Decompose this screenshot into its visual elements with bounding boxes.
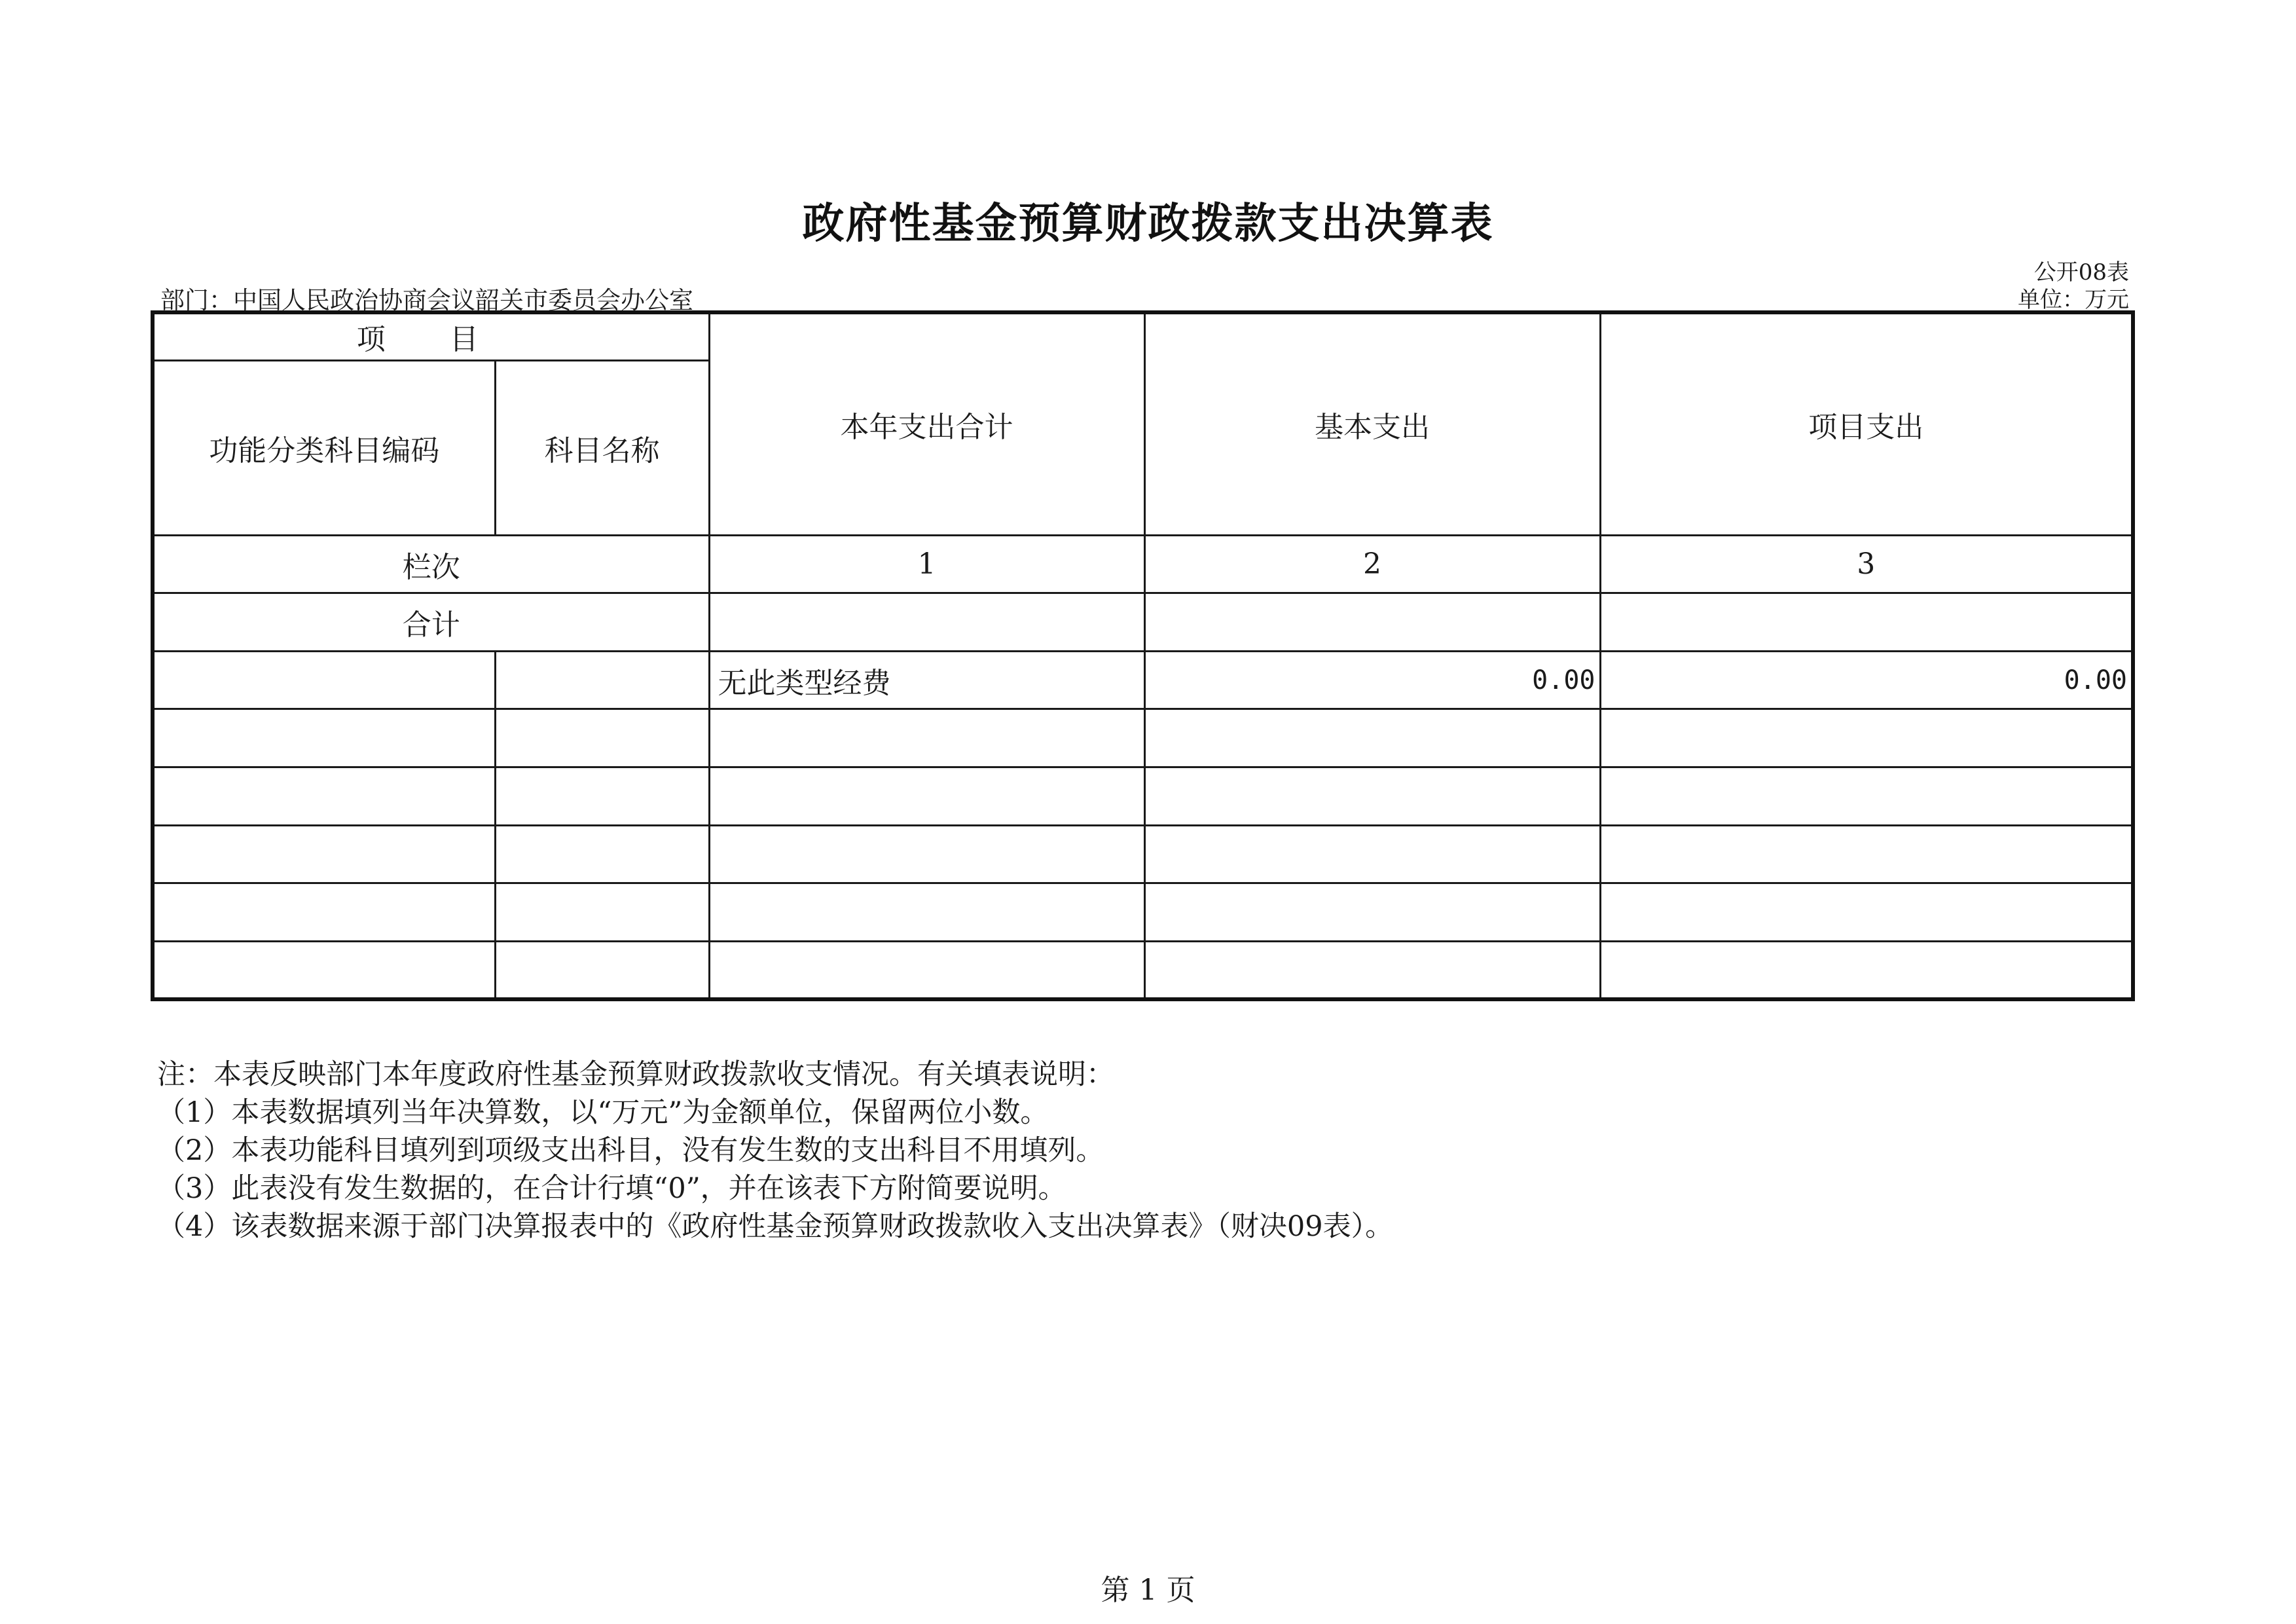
header-code: 功能分类科目编码 — [153, 360, 495, 535]
column-index-2: 2 — [1144, 535, 1600, 593]
expenditure-table — [151, 310, 2135, 1001]
unit-label: 单位：万元 — [2018, 287, 2129, 313]
table-row — [153, 651, 2133, 709]
row-total — [709, 883, 1144, 942]
row-name — [495, 941, 709, 999]
row-code — [153, 651, 495, 709]
row-name — [495, 825, 709, 883]
header-project: 项目支出 — [1600, 312, 2133, 535]
note-line: （2）本表功能科目填列到项级支出科目，没有发生数的支出科目不用填列。 — [157, 1134, 1104, 1167]
row-project: 0.00 — [1600, 651, 2133, 709]
column-index-3: 3 — [1600, 535, 2133, 593]
header-name: 科目名称 — [495, 360, 709, 535]
total-row-cell — [709, 593, 1144, 652]
row-code — [153, 709, 495, 767]
row-basic — [1144, 941, 1600, 999]
notes-block — [157, 1056, 1393, 1246]
row-total: 无此类型经费 — [709, 651, 1144, 709]
note-line: 注：本表反映部门本年度政府性基金预算财政拨款收支情况。有关填表说明： — [157, 1058, 1114, 1091]
row-total — [709, 709, 1144, 767]
table-row — [153, 709, 2133, 767]
row-basic — [1144, 883, 1600, 942]
page-number: 第 1 页 — [1101, 1574, 1195, 1607]
header-item-group: 项 目 — [153, 312, 709, 360]
header-total: 本年支出合计 — [709, 312, 1144, 535]
row-total — [709, 767, 1144, 826]
row-basic: 0.00 — [1144, 651, 1600, 709]
department-label: 部门：中国人民政治协商会议韶关市委员会办公室 — [160, 286, 693, 314]
row-name — [495, 767, 709, 826]
total-row — [153, 593, 2133, 652]
column-index-row — [153, 535, 2133, 593]
row-project — [1600, 941, 2133, 999]
row-name — [495, 709, 709, 767]
table-row — [153, 767, 2133, 826]
row-project — [1600, 883, 2133, 942]
row-total — [709, 941, 1144, 999]
column-index-1: 1 — [709, 535, 1144, 593]
note-line: （3）此表没有发生数据的，在合计行填“0”，并在该表下方附简要说明。 — [157, 1172, 1066, 1205]
row-project — [1600, 767, 2133, 826]
row-code — [153, 825, 495, 883]
row-name — [495, 651, 709, 709]
row-project — [1600, 709, 2133, 767]
total-row-label: 合计 — [153, 593, 709, 652]
column-index-label: 栏次 — [153, 535, 709, 593]
row-code — [153, 767, 495, 826]
table-code: 公开08表 — [2033, 259, 2129, 286]
row-total — [709, 825, 1144, 883]
header-basic: 基本支出 — [1144, 312, 1600, 535]
note-line: （4）该表数据来源于部门决算报表中的《政府性基金预算财政拨款收入支出决算表》（财决09表）。 — [157, 1210, 1394, 1243]
row-project — [1600, 825, 2133, 883]
total-row-cell — [1600, 593, 2133, 652]
page-title: 政府性基金预算财政拨款支出决算表 — [802, 200, 1494, 248]
row-code — [153, 941, 495, 999]
row-code — [153, 883, 495, 942]
row-basic — [1144, 825, 1600, 883]
table-row — [153, 825, 2133, 883]
table-row — [153, 883, 2133, 942]
row-basic — [1144, 767, 1600, 826]
note-line: （1）本表数据填列当年决算数，以“万元”为金额单位，保留两位小数。 — [157, 1096, 1049, 1129]
row-name — [495, 883, 709, 942]
row-basic — [1144, 709, 1600, 767]
total-row-cell — [1144, 593, 1600, 652]
table-row — [153, 941, 2133, 999]
